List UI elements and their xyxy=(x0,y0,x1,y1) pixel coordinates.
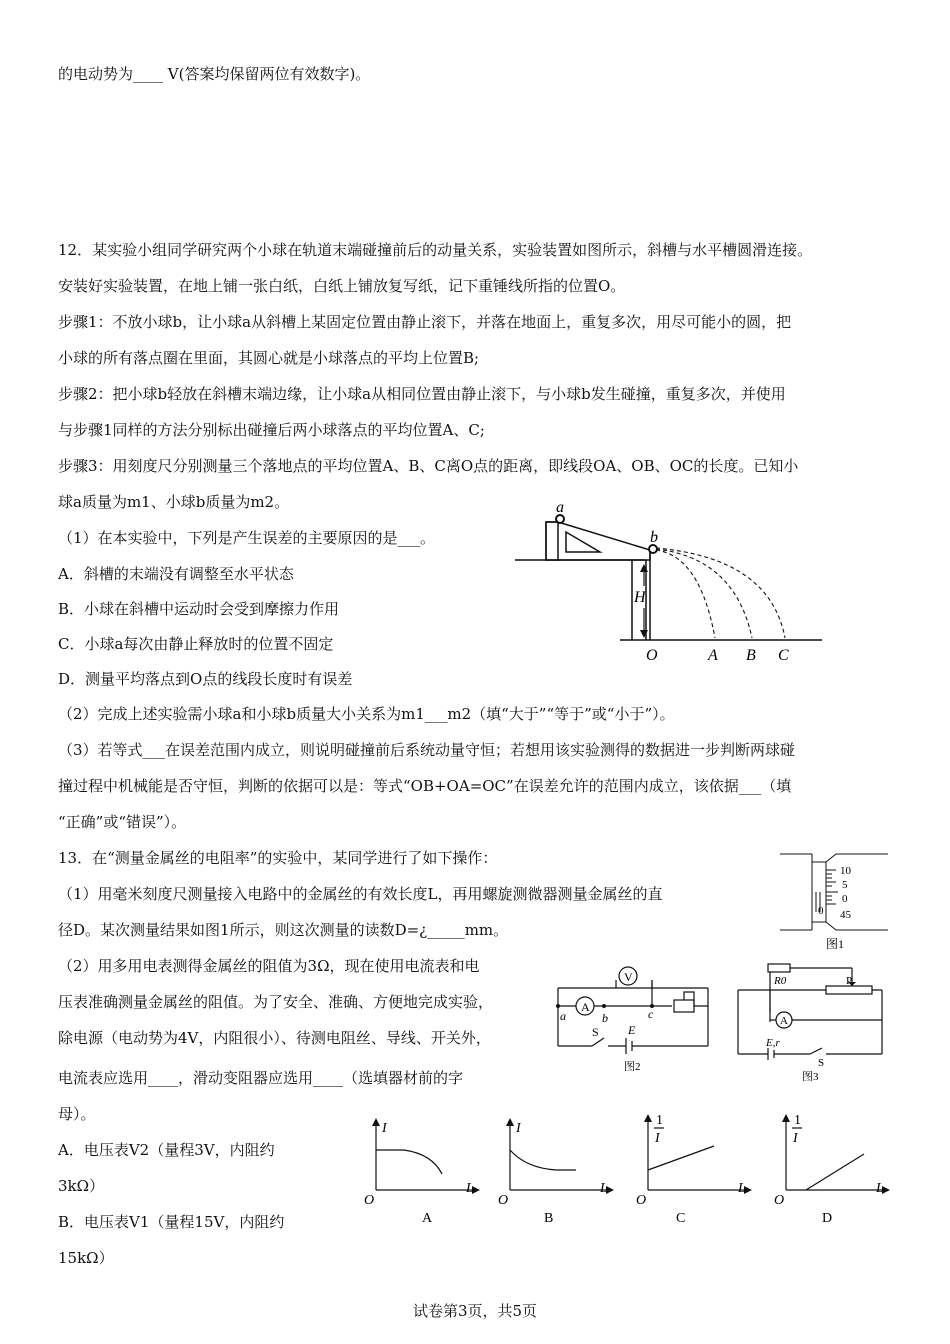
label-point-a: A xyxy=(708,647,718,664)
tick-5: 5 xyxy=(842,879,848,891)
graph-option-d xyxy=(772,1106,894,1226)
graph-d-caption: D xyxy=(822,1211,833,1226)
graph-a-y-label: I xyxy=(382,1121,387,1136)
graph-d-x-label: L xyxy=(876,1181,884,1196)
collision-apparatus-diagram xyxy=(510,498,830,668)
graph-option-c xyxy=(634,1106,756,1226)
ball-a xyxy=(556,515,564,523)
q12-line-6: 与步骤1同样的方法分别标出碰撞后两小球落点的平均位置A、C; xyxy=(58,421,485,439)
label-o: O xyxy=(646,647,658,664)
q12-line-7: 步骤3：用刻度尺分别测量三个落地点的平均位置A、B、C离O点的距离，即线段OA、OB、OC的长度。已知小 xyxy=(58,457,799,475)
q13-line-8: 母）。 xyxy=(58,1105,96,1123)
battery-er-label: E,r xyxy=(766,1037,780,1049)
q12-line-2: 安装好实验装置，在地上铺一张白纸，白纸上铺放复写纸，记下重锤线所指的位置O。 xyxy=(58,277,626,295)
q12-sub3-line1: （3）若等式___在误差范围内成立，则说明碰撞前后系统动量守恒；若想用该实验测得的数据进一步判断两球碰 xyxy=(58,741,796,759)
q13-line-4: （2）用多用电表测得金属丝的阻值为3Ω，现在使用电流表和电 xyxy=(58,957,480,975)
switch-label-fig3: S xyxy=(818,1057,825,1069)
graph-d-y-numerator: 1 xyxy=(794,1113,801,1128)
q12-option-a: A．斜槽的末端没有调整至水平状态 xyxy=(58,565,294,583)
label-a: a xyxy=(556,499,564,516)
q13-option-a: A．电压表V2（量程3V，内阻约 xyxy=(58,1141,275,1159)
q12-line-8: 球a质量为m1、小球b质量为m2。 xyxy=(58,493,290,511)
q12-sub3-line3: “正确”或“错误”）。 xyxy=(58,813,187,831)
figure-3-caption: 图3 xyxy=(802,1071,819,1083)
graph-c-y-denominator: I xyxy=(655,1131,660,1146)
graph-c-x-label: L xyxy=(738,1181,746,1196)
q13-line-3: 径D。某次测量结果如图1所示，则这次测量的读数D=¿_____mm。 xyxy=(58,921,509,939)
q13-line-6: 除电源（电动势为4V，内阻很小）、待测电阻丝、导线、开关外， xyxy=(58,1029,491,1047)
q12-option-b: B．小球在斜槽中运动时会受到摩擦力作用 xyxy=(58,600,340,618)
ball-b xyxy=(649,545,657,553)
graph-a-caption: A xyxy=(422,1211,433,1226)
q13-option-b-cont: 15kΩ） xyxy=(58,1249,114,1267)
q13-option-b: B．电压表V1（量程15V，内阻约 xyxy=(58,1213,285,1231)
battery-label: E xyxy=(628,1023,636,1037)
q12-sub3-line2: 撞过程中机械能是否守恒，判断的依据可以是：等式“OB+OA=OC”在误差允许的范围内成立，该依据___（填 xyxy=(58,777,792,795)
micrometer-figure xyxy=(778,848,890,954)
ammeter-label-fig3: A xyxy=(780,1015,788,1027)
slider-p-label: P xyxy=(846,975,853,987)
q12-line-3: 步骤1：不放小球b，让小球a从斜槽上某固定位置由静止滚下，并落在地面上，重复多次，用尽可能小的圆，把 xyxy=(58,313,792,331)
graph-c-y-numerator: 1 xyxy=(656,1113,663,1128)
node-c: c xyxy=(648,1007,654,1021)
graph-b-origin: O xyxy=(498,1193,509,1208)
q12-option-d: D．测量平均落点到O点的线段长度时有误差 xyxy=(58,670,353,688)
tick-10: 10 xyxy=(840,865,851,877)
page-footer: 试卷第3页，共5页 xyxy=(412,1302,538,1320)
graph-option-b xyxy=(496,1118,618,1226)
graph-d-origin: O xyxy=(774,1193,785,1208)
label-point-c: C xyxy=(778,647,789,664)
label-b: b xyxy=(650,529,658,546)
q12-option-c: C．小球a每次由静止释放时的位置不固定 xyxy=(58,635,334,653)
graph-b-y-label: I xyxy=(516,1121,521,1136)
tick-0-sleeve: 0 xyxy=(818,905,824,917)
graph-d-y-denominator: I xyxy=(793,1131,798,1146)
tick-0-thimble: 0 xyxy=(842,893,848,905)
q13-line-5: 压表准确测量金属丝的阻值。为了安全、准确、方便地完成实验， xyxy=(58,993,494,1011)
label-height: H xyxy=(634,589,646,606)
q12-line-1: 12．某实验小组同学研究两个小球在轨道末端碰撞前后的动量关系，实验装置如图所示，斜槽与水平槽圆滑连接。 xyxy=(58,241,813,259)
q13-line-1: 13．在“测量金属丝的电阻率”的实验中，某同学进行了如下操作： xyxy=(58,849,498,867)
graph-a-x-label: L xyxy=(466,1181,474,1196)
q13-line-2: （1）用毫米刻度尺测量接入电路中的金属丝的有效长度L，再用螺旋测微器测量金属丝的直 xyxy=(58,885,663,903)
q12-sub1: （1）在本实验中，下列是产生误差的主要原因的是___。 xyxy=(58,529,436,547)
graph-b-caption: B xyxy=(544,1211,554,1226)
figure-1-caption: 图1 xyxy=(826,937,845,951)
tick-45: 45 xyxy=(840,909,851,921)
graph-c-origin: O xyxy=(636,1193,647,1208)
graph-b-x-label: L xyxy=(600,1181,608,1196)
q13-option-a-cont: 3kΩ） xyxy=(58,1177,105,1195)
prev-question-tail: 的电动势为____ V(答案均保留两位有效数字)。 xyxy=(58,65,371,83)
resistor-r0-label: R0 xyxy=(774,975,787,987)
label-point-b: B xyxy=(746,647,756,664)
graph-c-caption: C xyxy=(676,1211,686,1226)
circuit-figure-2 xyxy=(548,962,718,1074)
node-a: a xyxy=(560,1009,566,1023)
q12-sub2: （2）完成上述实验需小球a和小球b质量大小关系为m1___m2（填“大于”“等于”或“小于”）。 xyxy=(58,705,675,723)
q12-line-5: 步骤2：把小球b轻放在斜槽末端边缘，让小球a从相同位置由静止滚下，与小球b发生碰撞，重复多次，并使用 xyxy=(58,385,786,403)
ammeter-label: A xyxy=(581,1000,590,1014)
switch-label: S xyxy=(592,1025,599,1039)
graph-option-a xyxy=(362,1118,484,1226)
graph-a-origin: O xyxy=(364,1193,375,1208)
q12-line-4: 小球的所有落点圈在里面，其圆心就是小球落点的平均上位置B; xyxy=(58,349,480,367)
node-b: b xyxy=(602,1011,608,1025)
figure-2-caption: 图2 xyxy=(624,1061,641,1073)
q13-line-7: 电流表应选用____，滑动变阻器应选用____（选填器材前的字 xyxy=(58,1069,464,1087)
voltmeter-label: V xyxy=(624,970,633,984)
circuit-figure-3 xyxy=(732,962,890,1084)
